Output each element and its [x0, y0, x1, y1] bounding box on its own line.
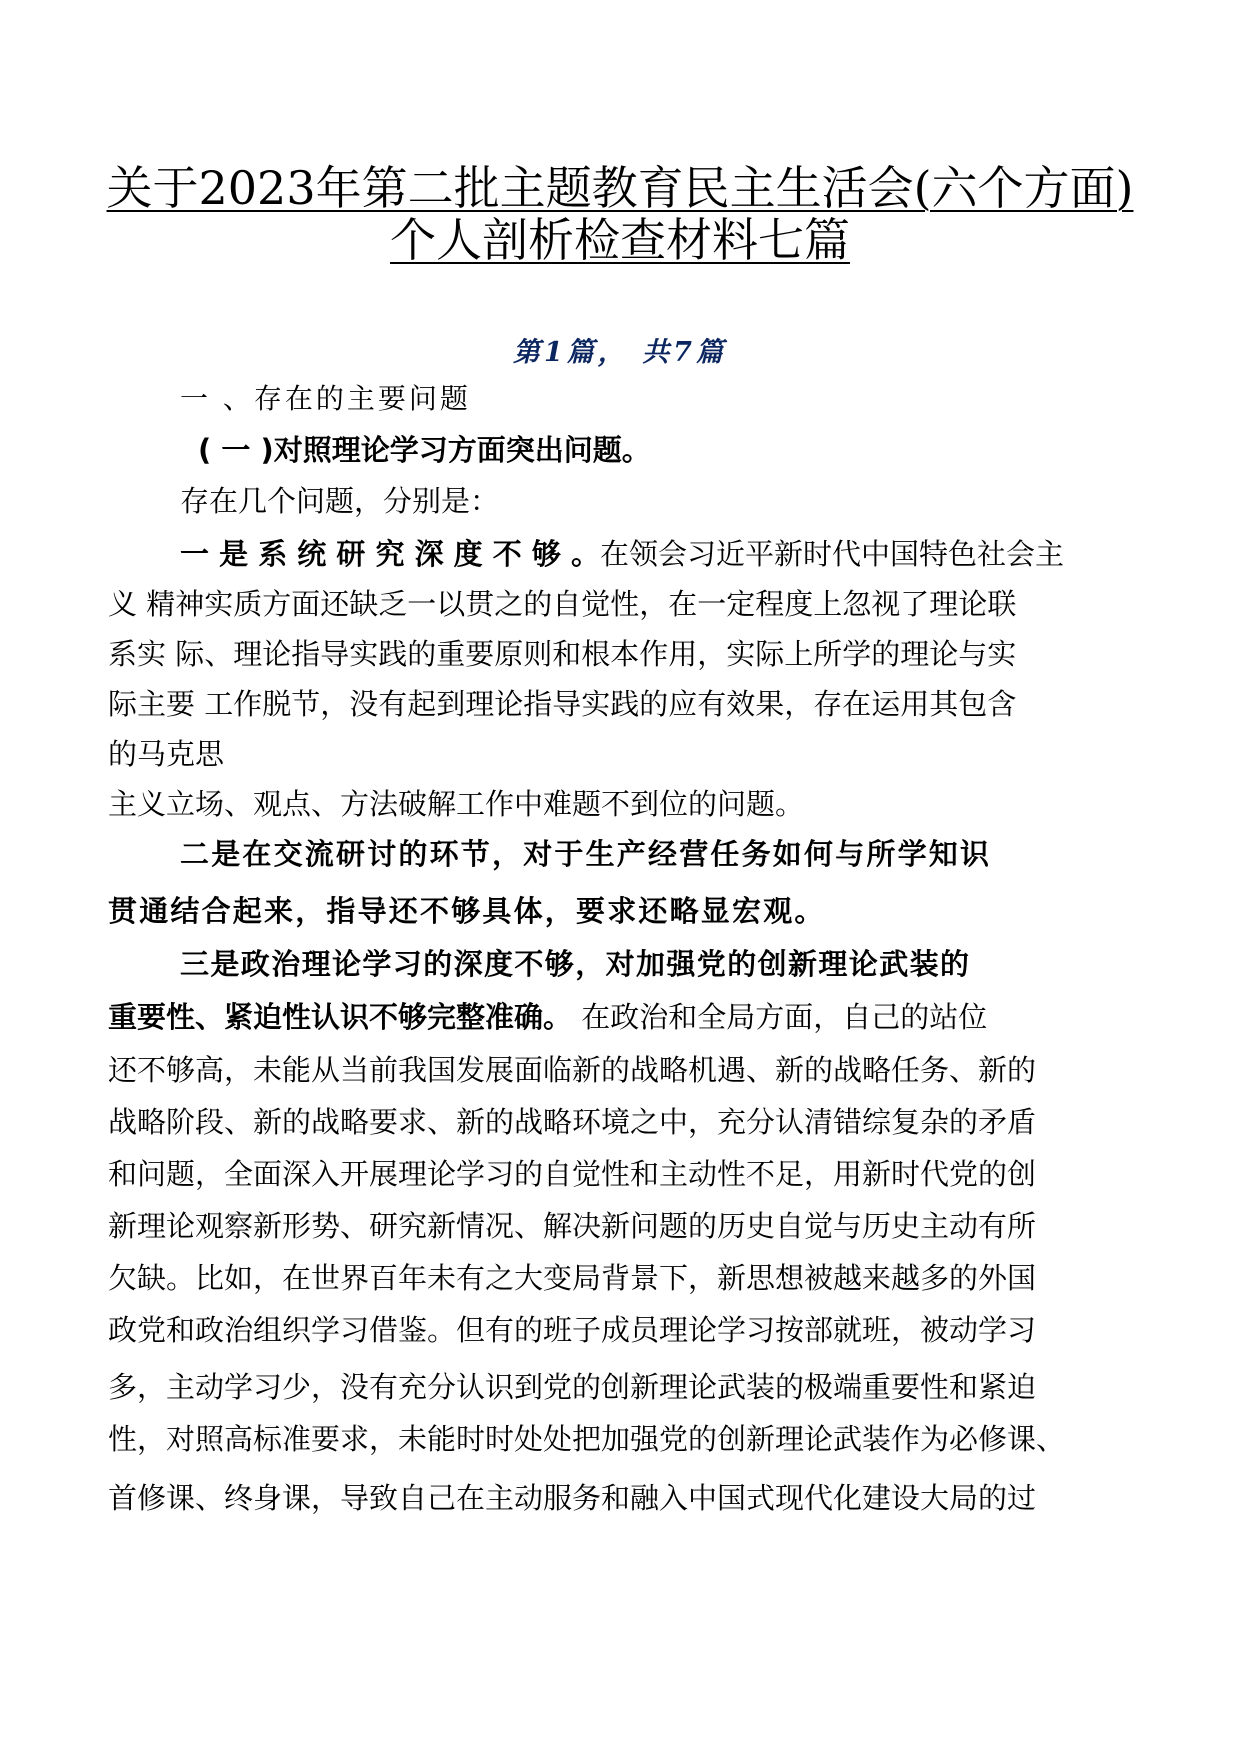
paragraph-3-line-3: 还不够高，未能从当前我国发展面临新的战略机遇、新的战略任务、新的: [108, 1053, 1037, 1087]
subsection-heading: ( 一 )对照理论学习方面突出问题。: [198, 433, 651, 467]
paragraph-3-line-1: 三是政治理论学习的深度不够，对加强党的创新理论武装的: [180, 947, 971, 981]
paragraph-1-line-1-text: 在领会习近平新时代中国特色社会主: [599, 537, 1064, 571]
section-heading: 一 、存在的主要问题: [180, 382, 471, 415]
paragraph-2-line-1: 二是在交流研讨的环节，对于生产经营任务如何与所学知识: [180, 837, 992, 871]
paragraph-1-line-6: 主义立场、观点、方法破解工作中难题不到位的问题。: [108, 787, 805, 821]
document-title-line-2: 个人剖析检查材料七篇: [390, 213, 850, 267]
paragraph-3-line-2: [108, 999, 987, 1035]
paragraph-1-line-1: [180, 536, 1064, 572]
document-title-line-1: 关于2023年第二批主题教育民主生活会(六个方面): [106, 161, 1134, 215]
paragraph-3-line-9: 多，主动学习少，没有充分认识到党的创新理论武装的极端重要性和紧迫: [108, 1370, 1037, 1404]
paragraph-3-line-4: 战略阶段、新的战略要求、新的战略环境之中，充分认清错综复杂的矛盾: [108, 1105, 1037, 1139]
paragraph-3-line-5: 和问题，全面深入开展理论学习的自觉性和主动性不足，用新时代党的创: [108, 1157, 1037, 1191]
paragraph-3-line-2-text: 在政治和全局方面，自己的站位: [572, 1000, 988, 1034]
paragraph-3-line-7: 欠缺。比如，在世界百年未有之大变局背景下，新思想被越来越多的外国: [108, 1261, 1037, 1295]
part-indicator: 第1篇， 共7篇: [513, 337, 727, 368]
paragraph-1-line-4: 际主要 工作脱节，没有起到理论指导实践的应有效果，存在运用其包含: [108, 687, 1017, 721]
paragraph-3-line-8: 政党和政治组织学习借鉴。但有的班子成员理论学习按部就班，被动学习: [108, 1313, 1037, 1347]
paragraph-3-emphasis: 重要性、紧迫性认识不够完整准确。: [108, 1000, 573, 1034]
paragraph-1-lead: 一 是 系 统 研 究 深 度 不 够 。: [180, 537, 600, 571]
paragraph-3-line-11: 首修课、终身课，导致自己在主动服务和融入中国式现代化建设大局的过: [108, 1481, 1037, 1515]
paragraph-1-line-5: 的马克思: [108, 737, 225, 771]
paragraph-2-line-2: 贯通结合起来，指导还不够具体，要求还略显宏观。: [108, 894, 826, 928]
intro-paragraph: 存在几个问题，分别是：: [180, 484, 500, 518]
paragraph-3-line-6: 新理论观察新形势、研究新情况、解决新问题的历史自觉与历史主动有所: [108, 1209, 1037, 1243]
paragraph-1-line-2: 义 精神实质方面还缺乏一以贯之的自觉性，在一定程度上忽视了理论联: [108, 587, 1017, 621]
paragraph-1-line-3: 系实 际、理论指导实践的重要原则和根本作用，实际上所学的理论与实: [108, 637, 1017, 671]
paragraph-3-line-10: 性，对照高标准要求，未能时时处处把加强党的创新理论武装作为必修课、: [108, 1422, 1066, 1456]
